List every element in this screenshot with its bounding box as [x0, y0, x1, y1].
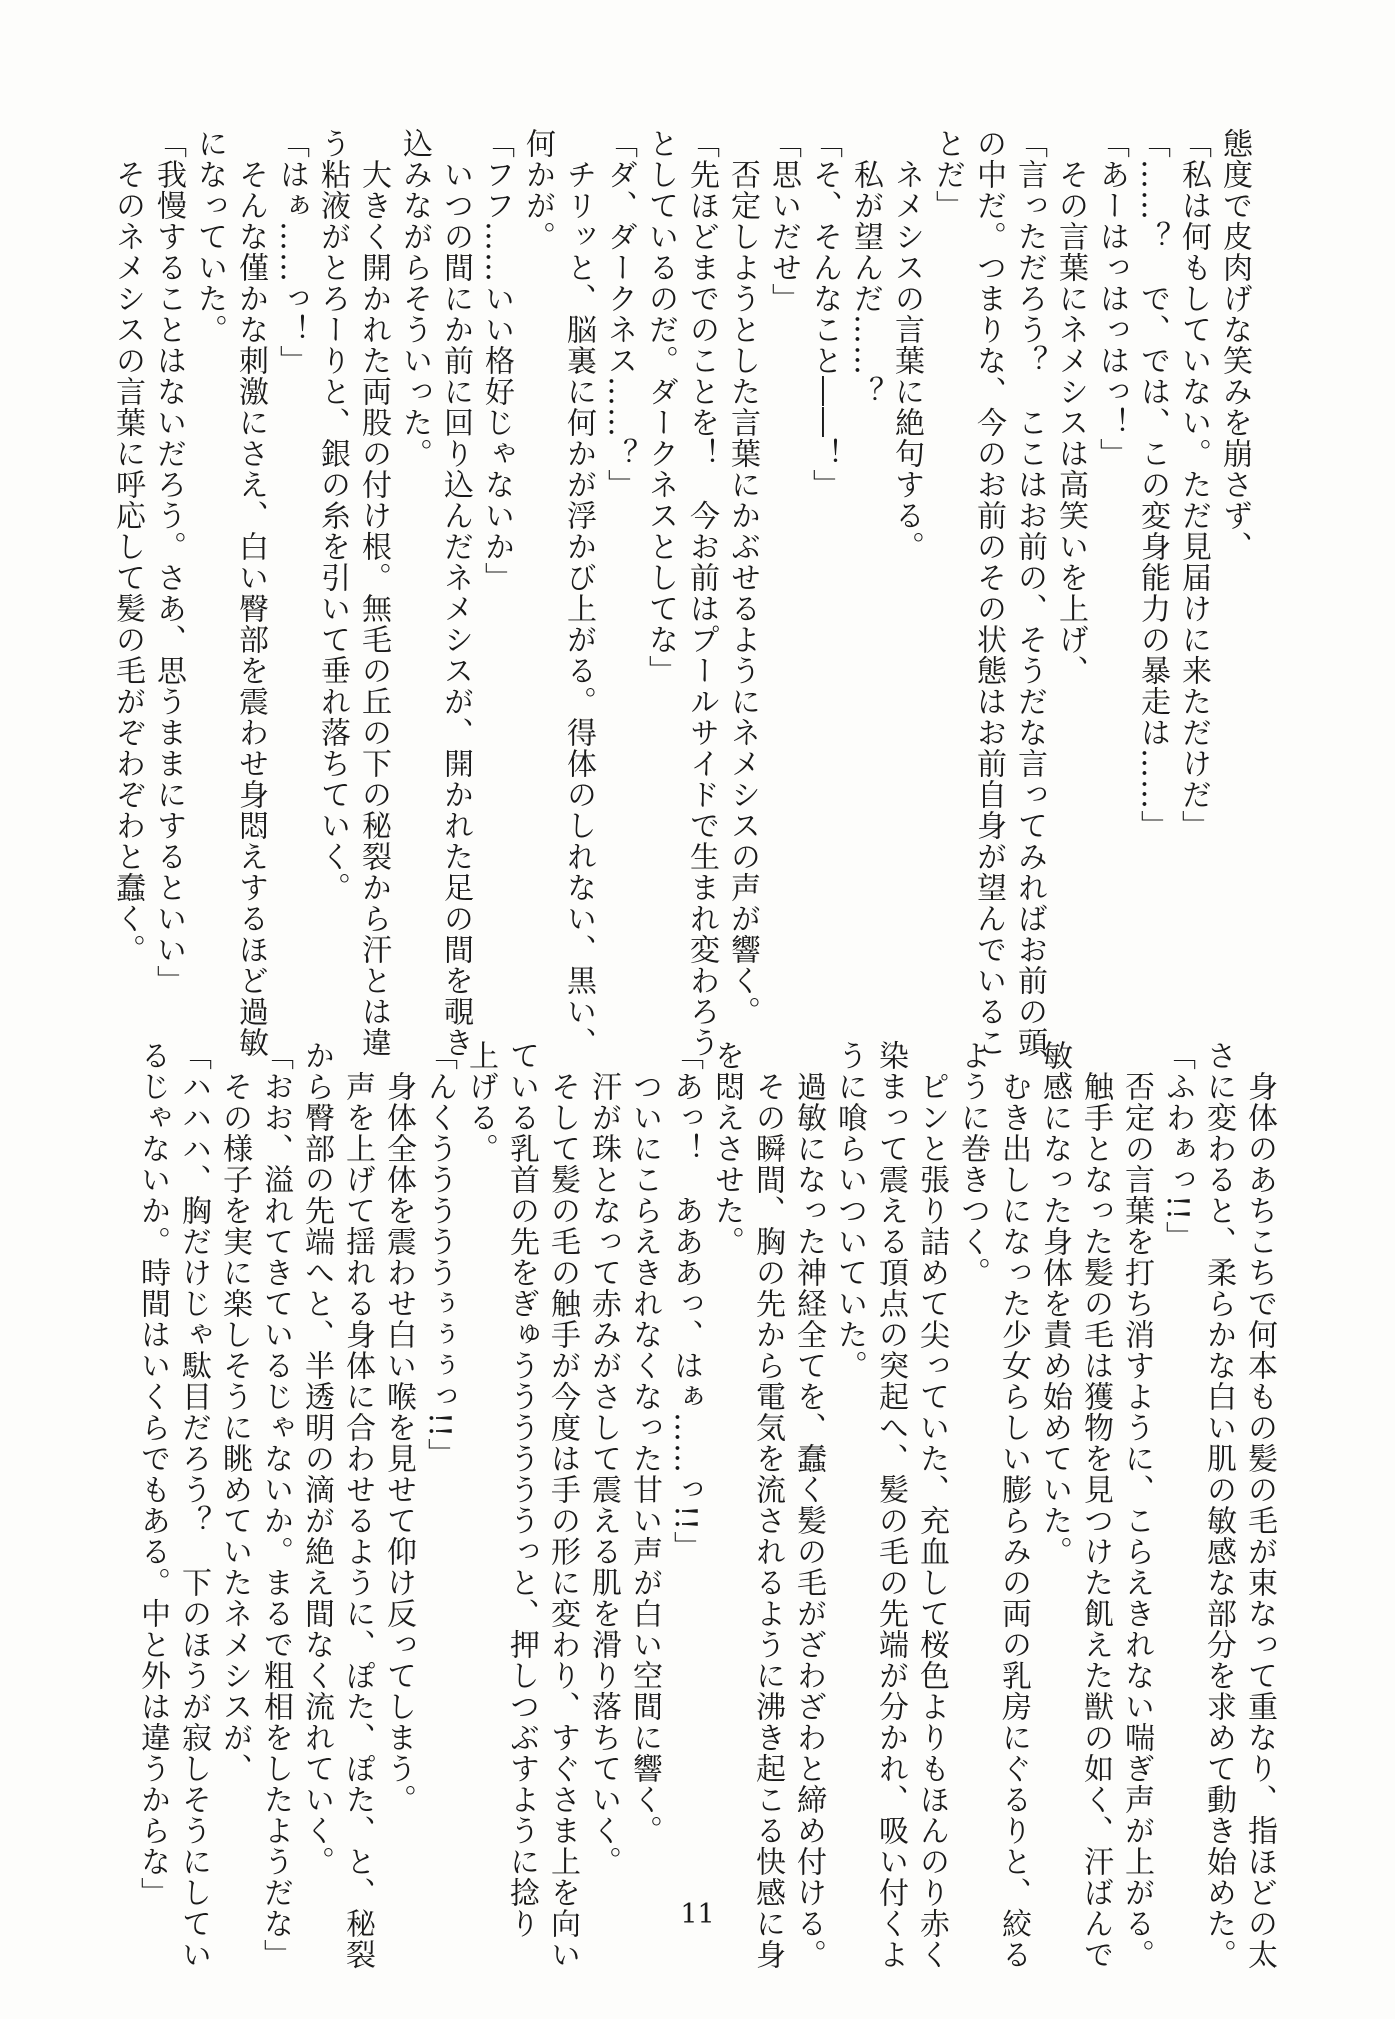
text-line: 汗が珠となって赤みがさして震える肌を滑り落ちていく。 [586, 1040, 621, 1877]
text-line: の中だ。つまりな、今のお前のその状態はお前自身が望んでいるこ [971, 128, 1006, 1058]
text-line: その様子を実に楽しそうに眺めていたネメシスが、 [217, 1040, 252, 1784]
text-line: 「私は何もしていない。ただ見届けに来ただけだ」 [1176, 128, 1211, 841]
text-line: その言葉にネメシスは高笑いを上げ、 [1053, 128, 1088, 686]
text-line: 身体のあちこちで何本もの髪の毛が束なって重なり、指ほどの太 [1242, 1040, 1277, 1970]
text-line: 「ダ、ダークネス……？」 [602, 128, 637, 500]
text-line: ピンと張り詰めて尖っていた、充血して桜色よりもほんのり赤く [914, 1040, 949, 1970]
text-line: ている乳首の先をぎゅううううううっと、押しつぶすように捻り [504, 1040, 539, 1939]
text-line: としているのだ。ダークネスとしてな」 [643, 128, 678, 686]
text-line: チリッと、脳裏に何かが浮かび上がる。得体のしれない、黒い、 [561, 128, 596, 1058]
text-line: ネメシスの言葉に絶句する。 [889, 128, 924, 562]
text-line: 「ふわぁっ!!」 [1160, 1040, 1195, 1253]
text-line: になっていた。 [192, 128, 227, 345]
text-line: うに喰らいついていた。 [832, 1040, 867, 1381]
text-line: 染まって震える頂点の突起へ、髪の毛の先端が分かれ、吸い付くよ [873, 1040, 908, 1970]
text-line: むき出しになった少女らしい膨らみの両の乳房にぐるりと、絞る [996, 1040, 1031, 1970]
text-line: とだ」 [930, 128, 965, 221]
text-line: 「はぁ……っ！」 [274, 128, 309, 376]
text-line: 「そ、そんなこと――！」 [807, 128, 842, 500]
text-line: そして髪の毛の触手が今度は手の形に変わり、すぐさま上を向い [545, 1040, 580, 1970]
text-line: 身体全体を震わせ白い喉を見せて仰け反ってしまう。 [381, 1040, 416, 1815]
text-line: 込みながらそういった。 [397, 128, 432, 469]
text-line: う粘液がとろーりと、銀の糸を引いて垂れ落ちていく。 [315, 128, 350, 903]
text-line: 「ハハハ、胸だけじゃ駄目だろう？ 下のほうが寂しそうにしてい [176, 1040, 211, 1970]
text-line: ついにこらえきれなくなった甘い声が白い空間に響く。 [627, 1040, 662, 1846]
text-line: 否定しようとした言葉にかぶせるようにネメシスの声が響く。 [725, 128, 760, 1027]
text-line: いつの間にか前に回り込んだネメシスが、開かれた足の間を覗き [438, 128, 473, 1058]
text-line: さに変わると、柔らかな白い肌の敏感な部分を求めて動き始めた。 [1201, 1040, 1236, 1970]
text-line: を悶えさせた。 [709, 1040, 744, 1257]
text-line: 私が望んだ……？ [848, 128, 883, 407]
text-line: その瞬間、胸の先から電気を流されるように沸き起こる快感に身 [750, 1040, 785, 1970]
text-line: 大きく開かれた両股の付け根。無毛の丘の下の秘裂から汗とは違 [356, 128, 391, 1058]
text-line: そんな僅かな刺激にさえ、白い臀部を震わせ身悶えするほど過敏 [233, 128, 268, 1058]
text-line: 「思いだせ」 [766, 128, 801, 314]
text-line: 「言っただろう？ ここはお前の、そうだな言ってみればお前の頭 [1012, 128, 1047, 1058]
text-block-upper [110, 128, 1255, 1058]
text-line: 「先ほどまでのことを！ 今お前はプールサイドで生まれ変わろう [684, 128, 719, 1058]
text-line: 「んくうううううぅぅぅっ!!」 [422, 1040, 457, 1470]
text-line: るじゃないか。時間はいくらでもある。中と外は違うからな」 [135, 1040, 170, 1908]
text-line: 態度で皮肉げな笑みを崩さず、 [1217, 128, 1252, 562]
text-line: 否定の言葉を打ち消すように、こらえきれない喘ぎ声が上がる。 [1119, 1040, 1154, 1970]
text-line: 「あーはっはっはっ！」 [1094, 128, 1129, 469]
text-line: ように巻きつく。 [955, 1040, 990, 1288]
text-line: 声を上げて揺れる身体に合わせるように、ぽた、ぽた、と、秘裂 [340, 1040, 375, 1970]
text-line: そのネメシスの言葉に呼応して髪の毛がぞわぞわと蠢く。 [110, 128, 145, 965]
text-line: 上げる。 [463, 1040, 498, 1164]
text-line: 「我慢することはないだろう。さあ、思うままにするといい」 [151, 128, 186, 996]
text-line: 何かが。 [520, 128, 555, 252]
text-line: 「フフ……いい格好じゃないか」 [479, 128, 514, 593]
text-line: 「おお、溢れてきているじゃないか。まるで粗相をしたようだな」 [258, 1040, 293, 1970]
text-line: 「あっ！ あああっ、はぁ……っ!!」 [668, 1040, 703, 1563]
text-line: 敏感になった身体を責め始めていた。 [1037, 1040, 1072, 1567]
page-number: 11 [680, 1899, 715, 1930]
text-line: から臀部の先端へと、半透明の滴が絶え間なく流れていく。 [299, 1040, 334, 1877]
text-line: 過敏になった神経全てを、蠢く髪の毛がざわざわと締め付ける。 [791, 1040, 826, 1970]
text-line: 触手となった髪の毛は獲物を見つけた飢えた獣の如く、汗ばんで [1078, 1040, 1113, 1970]
text-line: 「……？ で、では、この変身能力の暴走は……」 [1135, 128, 1170, 841]
